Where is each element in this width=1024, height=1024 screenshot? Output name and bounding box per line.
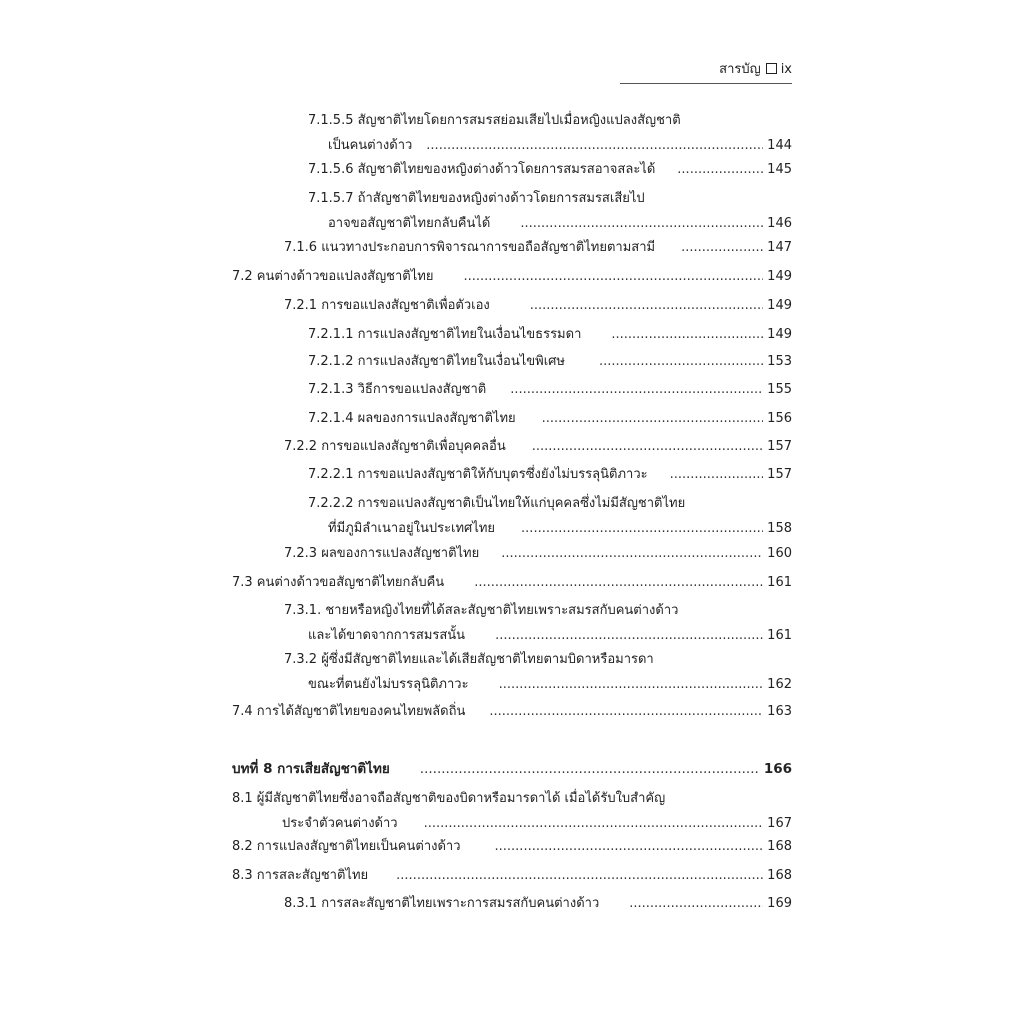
toc-entry[interactable] <box>232 787 792 837</box>
toc-page-number: 168 <box>767 839 792 854</box>
toc-page-number: 149 <box>767 298 792 313</box>
toc-entry[interactable] <box>284 434 792 460</box>
header-title: สารบัญ <box>719 62 761 77</box>
toc-entry-title: 8.2 การแปลงสัญชาติไทยเป็นคนต่างด้าว <box>232 839 461 854</box>
toc-entry-title: 7.1.5.7 ถ้าสัญชาติไทยของหญิงต่างด้าวโดยการสมรสเสียไป <box>308 191 645 206</box>
toc-entry-title: 7.3 คนต่างด้าวขอสัญชาติไทยกลับคืน <box>232 575 445 590</box>
toc-leader-dots <box>670 462 764 488</box>
toc-entry[interactable] <box>308 187 792 237</box>
toc-leader-dots <box>499 672 764 698</box>
toc-leader-dots <box>611 322 763 348</box>
toc-page-number: 162 <box>767 677 792 692</box>
toc-page-number: 158 <box>767 521 792 536</box>
toc-entry[interactable] <box>284 235 792 261</box>
toc-entry[interactable] <box>308 492 792 542</box>
toc-leader-dots <box>495 623 763 649</box>
toc-entry[interactable] <box>308 349 792 375</box>
toc-leader-dots <box>532 434 763 460</box>
toc-leader-dots <box>474 570 763 596</box>
toc-entry-title: 7.3.1. ชายหรือหญิงไทยที่ได้สละสัญชาติไทยเพราะสมรสกับคนต่างด้าว <box>284 603 679 618</box>
toc-entry-title: 7.2.1.3 วิธีการขอแปลงสัญชาติ <box>308 382 487 397</box>
toc-page-number: 149 <box>767 269 792 284</box>
toc-page-number: 169 <box>767 896 792 911</box>
toc-entry[interactable] <box>308 322 792 348</box>
toc-entry-title: 7.3.2 ผู้ซึ่งมีสัญชาติไทยและได้เสียสัญชาติไทยตามบิดาหรือมารดา <box>284 652 654 667</box>
toc-entry-title: 7.1.5.6 สัญชาติไทยของหญิงต่างด้าวโดยการสมรสอาจสละได้ <box>308 162 656 177</box>
toc-entry-title: 8.3.1 การสละสัญชาติไทยเพราะการสมรสกับคนต่างด้าว <box>284 896 600 911</box>
toc-leader-dots <box>489 699 763 725</box>
toc-page-number: 147 <box>767 240 792 255</box>
toc-entry[interactable] <box>232 699 792 725</box>
toc-entry-title: 7.2.1.2 การแปลงสัญชาติไทยในเงื่อนไขพิเศษ <box>308 354 565 369</box>
toc-entry[interactable] <box>232 863 792 889</box>
toc-page-number: 149 <box>767 327 792 342</box>
toc-chapter-title: บทที่ 8 การเสียสัญชาติไทย <box>232 761 390 777</box>
toc-leader-dots <box>521 516 763 542</box>
toc-entry-title: 7.2.2.1 การขอแปลงสัญชาติให้กับบุตรซึ่งยังไม่บรรลุนิติภาวะ <box>308 467 648 482</box>
toc-entry-title: 7.2.1.1 การแปลงสัญชาติไทยในเงื่อนไขธรรมดา <box>308 327 582 342</box>
toc-entry-title: 7.2.3 ผลของการแปลงสัญชาติไทย <box>284 546 480 561</box>
toc-leader-dots <box>530 293 763 319</box>
toc-leader-dots <box>681 235 763 261</box>
toc-leader-dots <box>520 211 763 237</box>
toc-entry-title-cont: เป็นคนต่างด้าว <box>328 138 413 153</box>
toc-entry-title-cont: อาจขอสัญชาติไทยกลับคืนได้ <box>328 216 491 231</box>
toc-entry-title: 8.1 ผู้มีสัญชาติไทยซึ่งอาจถือสัญชาติของบิดาหรือมารดาได้ เมื่อได้รับใบสำคัญ <box>232 791 666 806</box>
toc-entry[interactable] <box>308 462 792 488</box>
toc-entry[interactable] <box>308 109 792 159</box>
toc-page-number: 156 <box>767 411 792 426</box>
toc-page-number: 160 <box>767 546 792 561</box>
toc-entry[interactable] <box>232 264 792 290</box>
toc-page-number: 161 <box>767 628 792 643</box>
toc-entry-title: 7.1.6 แนวทางประกอบการพิจารณาการขอถือสัญชาติไทยตามสามี <box>284 240 656 255</box>
toc-page-number: 161 <box>767 575 792 590</box>
toc-page-number: 163 <box>767 704 792 719</box>
toc-page-number: 157 <box>767 439 792 454</box>
toc-page-number: 167 <box>767 816 792 831</box>
toc-entry[interactable] <box>284 293 792 319</box>
toc-entry[interactable] <box>284 891 792 917</box>
toc-leader-dots <box>420 756 760 782</box>
toc-entry[interactable] <box>284 648 792 698</box>
toc-leader-dots <box>629 891 763 917</box>
toc-leader-dots <box>426 133 763 159</box>
toc-entry-title: 7.4 การได้สัญชาติไทยของคนไทยพลัดถิ่น <box>232 704 466 719</box>
toc-entry[interactable] <box>232 834 792 860</box>
toc-page-number: 157 <box>767 467 792 482</box>
toc-entry-title-cont: ขณะที่ตนยังไม่บรรลุนิติภาวะ <box>308 677 469 692</box>
toc-entry-title: 7.2.1 การขอแปลงสัญชาติเพื่อตัวเอง <box>284 298 490 313</box>
toc-entry-title-cont: ที่มีภูมิลำเนาอยู่ในประเทศไทย <box>328 521 496 536</box>
toc-entry[interactable] <box>308 157 792 183</box>
toc-entry[interactable] <box>308 377 792 403</box>
toc-entry-title: 7.2.2.2 การขอแปลงสัญชาติเป็นไทยให้แก่บุคคลซึ่งไม่มีสัญชาติไทย <box>308 496 686 511</box>
toc-page-number: 155 <box>767 382 792 397</box>
toc-entry[interactable] <box>232 570 792 596</box>
toc-entry-title-cont: และได้ขาดจากการสมรสนั้น <box>308 628 466 643</box>
toc-page-number: 168 <box>767 868 792 883</box>
toc-leader-dots <box>501 541 763 567</box>
toc-chapter-entry[interactable] <box>232 756 792 782</box>
toc-entry-title: 7.2.2 การขอแปลงสัญชาติเพื่อบุคคลอื่น <box>284 439 506 454</box>
toc-page-number: 145 <box>767 162 792 177</box>
toc-entry[interactable] <box>308 406 792 432</box>
toc-page-number: 153 <box>767 354 792 369</box>
toc-entry[interactable] <box>284 541 792 567</box>
toc-leader-dots <box>463 264 763 290</box>
toc-leader-dots <box>599 349 763 375</box>
toc-leader-dots <box>542 406 764 432</box>
toc-leader-dots <box>396 863 763 889</box>
toc-entry-title: 7.1.5.5 สัญชาติไทยโดยการสมรสย่อมเสียไปเมื่อหญิงแปลงสัญชาติ <box>308 113 681 128</box>
toc-entry-title-cont: ประจำตัวคนต่างด้าว <box>282 816 398 831</box>
toc-leader-dots <box>495 834 764 860</box>
toc-page-number: 166 <box>763 761 792 777</box>
toc-leader-dots <box>677 157 763 183</box>
toc-entry-title: 7.2.1.4 ผลของการแปลงสัญชาติไทย <box>308 411 516 426</box>
toc-entry-title: 7.2 คนต่างด้าวขอแปลงสัญชาติไทย <box>232 269 434 284</box>
toc-page-number: 146 <box>767 216 792 231</box>
toc-entry[interactable] <box>284 599 792 649</box>
toc-leader-dots <box>510 377 763 403</box>
toc-entry-title: 8.3 การสละสัญชาติไทย <box>232 868 369 883</box>
toc-page-number: 144 <box>767 138 792 153</box>
header-page-number: ix <box>780 62 792 77</box>
